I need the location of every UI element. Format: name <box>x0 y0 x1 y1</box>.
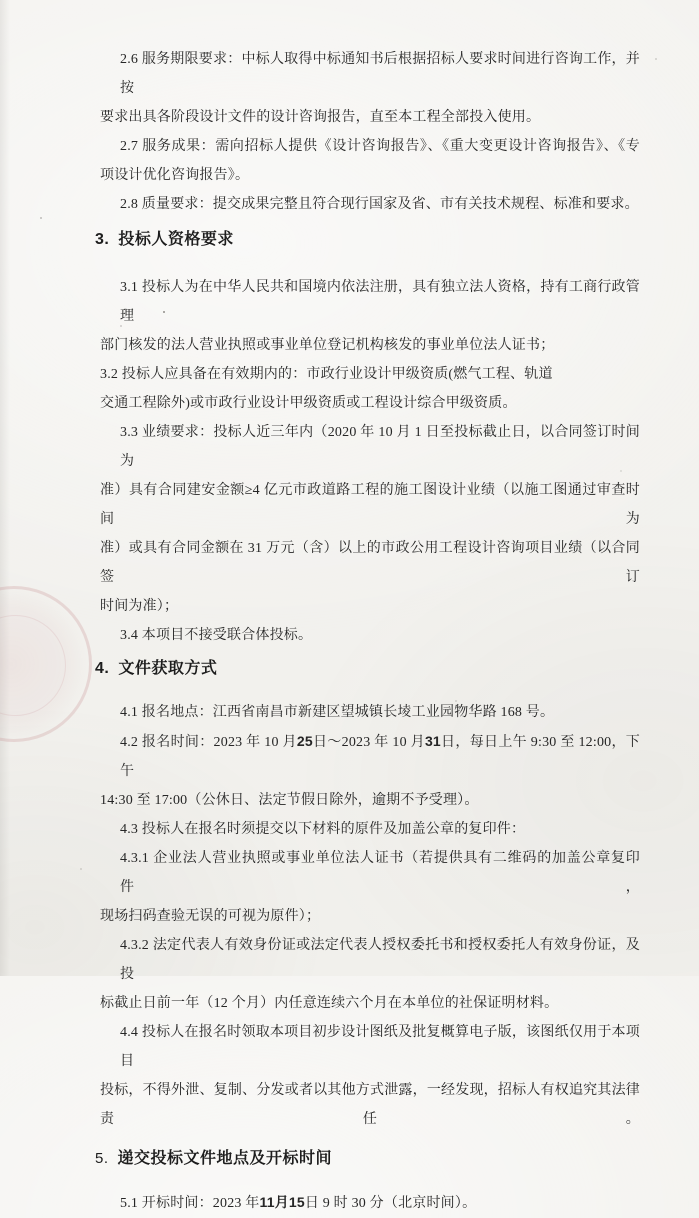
text-segment: 4.3.1 企业法人营业执照或事业单位法人证书（若提供具有二维码的加盖公章复印件， <box>120 851 640 895</box>
document-line <box>100 389 640 418</box>
document-line <box>100 989 640 1018</box>
document-line <box>100 1188 640 1218</box>
text-segment: 交通工程除外)或市政行业设计甲级资质或工程设计综合甲级资质。 <box>100 396 517 411</box>
document-line <box>100 698 640 727</box>
document-line <box>100 902 640 931</box>
text-segment: 14:30 至 17:00（公休日、法定节假日除外，逾期不予受理）。 <box>100 793 479 808</box>
text-segment: 3.1 投标人为在中华人民共和国境内依法注册，具有独立法人资格，持有工商行政管理 <box>120 280 640 324</box>
document-line <box>100 727 640 786</box>
text-segment: 日 9 时 30 分（北京时间）。 <box>304 1196 477 1211</box>
document-line <box>100 103 640 132</box>
document-line <box>100 418 640 476</box>
text-segment: 4.4 投标人在报名时领取本项目初步设计图纸及批复概算电子版，该图纸仅用于本项目 <box>120 1025 640 1069</box>
paragraph <box>100 190 640 219</box>
scan-left-edge-shadow <box>0 0 10 976</box>
text-segment: 4.1 报名地点：江西省南昌市新建区望城镇长堎工业园物华路 168 号。 <box>120 705 555 720</box>
document-body <box>95 0 641 1218</box>
section-title: 文件获取方式 <box>118 660 218 677</box>
text-segment: 时间为准）； <box>100 599 179 614</box>
paragraph <box>100 132 640 190</box>
section-heading <box>95 656 640 682</box>
paragraph <box>100 844 640 931</box>
document-line <box>100 273 640 331</box>
text-segment: 4.2 报名时间：2023 年 10 月 <box>120 735 297 750</box>
document-line <box>100 931 640 989</box>
document-line <box>100 132 640 161</box>
paragraph <box>100 931 640 1018</box>
paragraph <box>100 621 640 650</box>
text-segment: 2.8 质量要求：提交成果完整且符合现行国家及省、市有关技术规程、标准和要求。 <box>120 197 639 212</box>
section-title: 投标人资格要求 <box>118 231 234 248</box>
seal-bleedthrough <box>0 586 92 742</box>
paragraph <box>100 360 640 418</box>
text-segment: 5.1 开标时间：2023 年 <box>120 1196 260 1211</box>
section-heading <box>95 227 640 253</box>
text-segment: 准）或具有合同金额在 31 万元（含）以上的市政公用工程设计咨询项目业绩（以合同签订 <box>100 541 640 585</box>
text-segment: 3.3 业绩要求：投标人近三年内（2020 年 10 月 1 日至投标截止日，以合同签订时间为 <box>120 425 640 469</box>
document-line <box>100 815 640 844</box>
bold-text-segment: 11月15 <box>259 1194 305 1210</box>
paragraph <box>100 727 640 815</box>
text-segment: 3.2 投标人应具备在有效期内的：市政行业设计甲级资质(燃气工程、轨道 <box>100 367 553 382</box>
text-segment: 投标，不得外泄、复制、分发或者以其他方式泄露，一经发现，招标人有权追究其法律责任。 <box>100 1083 640 1127</box>
text-segment: 2.7 服务成果：需向招标人提供《设计咨询报告》、《重大变更设计咨询报告》、《专 <box>120 139 640 154</box>
section-title: 递交投标文件地点及开标时间 <box>117 1150 333 1167</box>
document-line <box>100 621 640 650</box>
document-line <box>100 190 640 219</box>
text-segment: 要求出具各阶段设计文件的设计咨询报告，直至本工程全部投入使用。 <box>100 110 541 125</box>
document-line <box>100 1076 640 1134</box>
paragraph <box>100 698 640 727</box>
document-line <box>100 45 640 103</box>
paragraph <box>100 1018 640 1134</box>
bold-text-segment: 25 <box>296 733 313 749</box>
text-segment: 部门核发的法人营业执照或事业单位登记机构核发的事业单位法人证书； <box>100 338 555 353</box>
scan-specks <box>0 0 2 2</box>
text-segment: 现场扫码查验无误的可视为原件）； <box>100 909 321 924</box>
section-number: 5. <box>95 1150 109 1167</box>
document-line <box>100 786 640 815</box>
document-line <box>100 844 640 902</box>
section-number: 4. <box>95 660 110 677</box>
text-segment: 标截止日前一年（12 个月）内任意连续六个月在本单位的社保证明材料。 <box>100 996 559 1011</box>
text-segment: 日，每日上午 9:30 至 12:00，下午 <box>120 735 641 779</box>
section-number: 3. <box>95 231 110 248</box>
text-segment: 4.3.2 法定代表人有效身份证或法定代表人授权委托书和授权委托人有效身份证，及投 <box>120 938 640 982</box>
document-line <box>100 476 640 534</box>
text-segment: 2.6 服务期限要求：中标人取得中标通知书后根据招标人要求时间进行咨询工作，并按 <box>120 52 640 96</box>
document-line <box>100 534 640 592</box>
bold-text-segment: 31 <box>424 733 441 749</box>
paragraph <box>100 1188 640 1218</box>
document-line <box>100 161 640 190</box>
document-line <box>100 360 640 389</box>
paragraph <box>100 815 640 844</box>
paragraph <box>100 45 640 132</box>
text-segment: 4.3 投标人在报名时须提交以下材料的原件及加盖公章的复印件： <box>120 822 526 837</box>
paragraph <box>100 273 640 360</box>
text-segment: 准）具有合同建安金额≥4 亿元市政道路工程的施工图设计业绩（以施工图通过审查时间为 <box>100 483 640 527</box>
document-line <box>100 592 640 621</box>
paragraph <box>100 418 640 621</box>
text-segment: 日～2023 年 10 月 <box>312 735 425 750</box>
text-segment: 3.4 本项目不接受联合体投标。 <box>120 628 313 643</box>
document-line <box>100 1018 640 1076</box>
text-segment: 项设计优化咨询报告》。 <box>100 168 250 183</box>
section-heading <box>95 1146 640 1172</box>
document-line <box>100 331 640 360</box>
